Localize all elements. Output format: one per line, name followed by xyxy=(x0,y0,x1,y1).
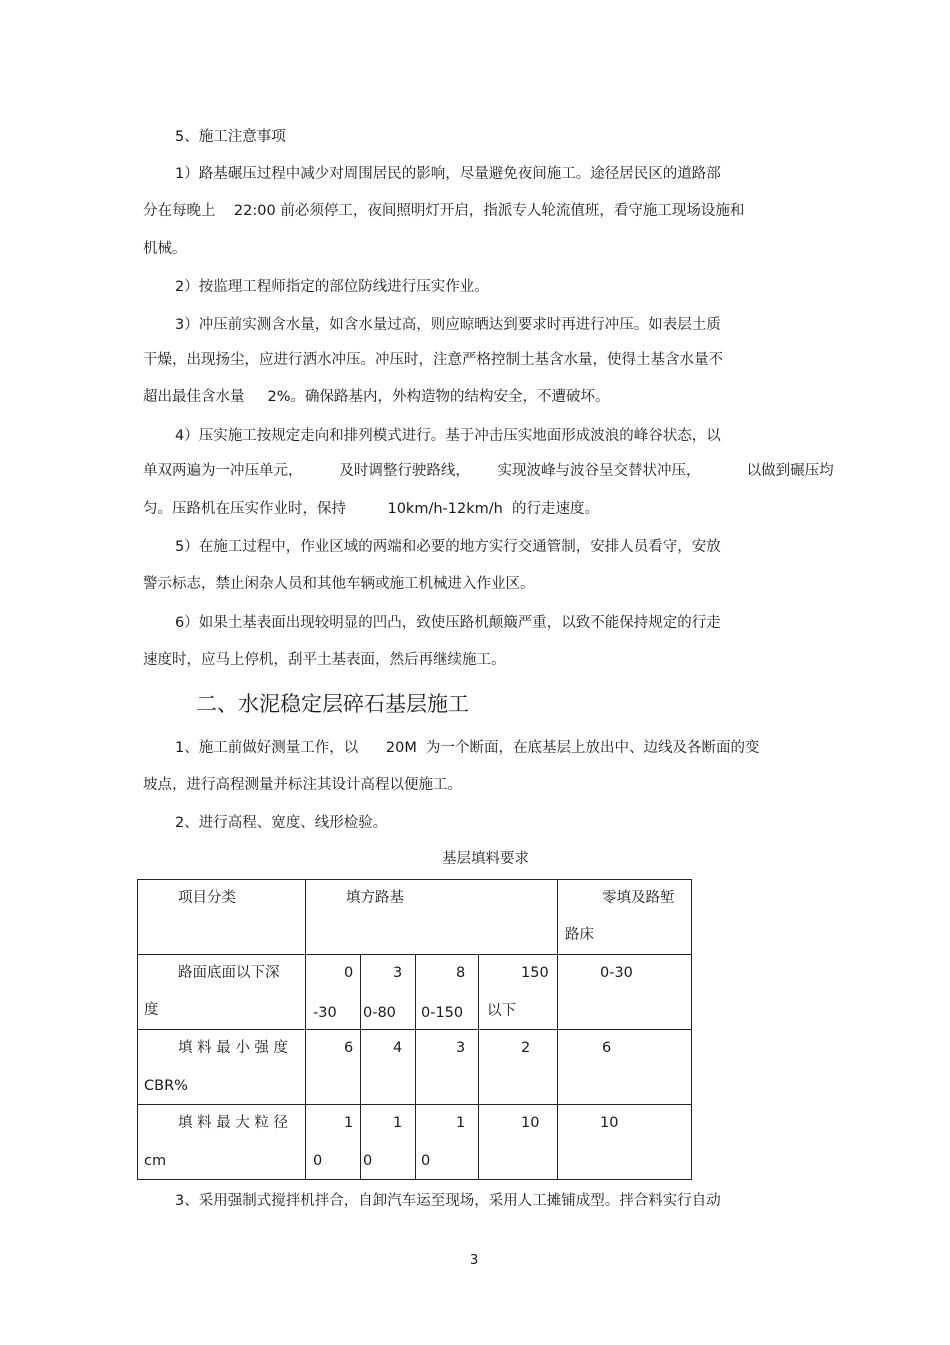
cell-value: 6 xyxy=(344,1040,354,1056)
cell-value: 10 xyxy=(600,1115,619,1131)
section-5-heading: 5、施工注意事项 xyxy=(175,129,286,145)
paragraph-line: 干燥，出现扬尘，应进行洒水冲压。冲压时，注意严格控制土基含水量，使得土基含水量不 xyxy=(143,352,723,368)
paragraph-line: 分在每晚上 22:00 前必须停工，夜间照明灯开启，指派专人轮流值班，看守施工现场设施和 xyxy=(143,203,745,219)
paragraph-line: 5）在施工过程中，作业区域的两端和必要的地方实行交通管制，安排人员看守，安放 xyxy=(175,539,721,555)
row-label: 填 料 最 小 强 度 xyxy=(178,1040,289,1056)
cell-value: 1 xyxy=(393,1115,403,1131)
table-cell xyxy=(361,955,416,1030)
table-cell xyxy=(558,955,692,1030)
cell-value: 0 xyxy=(363,1153,373,1169)
cell-value: 0-80 xyxy=(363,1005,396,1021)
paragraph-line: 速度时，应马上停机，刮平土基表面，然后再继续施工。 xyxy=(143,652,506,668)
header-roadbed: 路床 xyxy=(565,927,594,943)
table-cell xyxy=(361,1105,416,1180)
paragraph-line: 匀。压路机在压实作业时，保持 10km/h-12km/h 的行走速度。 xyxy=(143,501,600,517)
header-item-category: 项目分类 xyxy=(178,890,236,906)
cell-value: 2 xyxy=(521,1040,531,1056)
cell-value: 8 xyxy=(456,965,466,981)
table-cell xyxy=(306,1030,361,1105)
cell-value: 1 xyxy=(456,1115,466,1131)
paragraph-line: 坡点，进行高程测量并标注其设计高程以便施工。 xyxy=(143,777,462,793)
table-cell xyxy=(306,880,558,955)
table-cell xyxy=(479,1030,558,1105)
row-label: 填 料 最 大 粒 径 xyxy=(178,1115,289,1131)
paragraph-line: 4）压实施工按规定走向和排列模式进行。基于冲击压实地面形成波浪的峰谷状态，以 xyxy=(175,428,721,444)
table-row xyxy=(138,880,692,955)
cell-value: -30 xyxy=(313,1005,337,1021)
paragraph-line: 6）如果土基表面出现较明显的凹凸，致使压路机颠簸严重，以致不能保持规定的行走 xyxy=(175,615,721,631)
table-row xyxy=(138,1105,692,1180)
table-cell xyxy=(138,1105,306,1180)
table-cell xyxy=(558,1105,692,1180)
row-label: cm xyxy=(144,1153,167,1169)
cell-value: 150 xyxy=(521,965,549,981)
cell-value: 3 xyxy=(393,965,403,981)
table-cell xyxy=(306,955,361,1030)
cell-value: 0 xyxy=(344,965,354,981)
cell-value: 10 xyxy=(521,1115,540,1131)
header-zero-fill: 零填及路堑 xyxy=(602,890,675,906)
table-cell xyxy=(479,955,558,1030)
cell-value: 6 xyxy=(602,1040,612,1056)
cell-value: 以下 xyxy=(487,1003,516,1019)
cell-value: 0 xyxy=(313,1153,323,1169)
paragraph-line: 3）冲压前实测含水量，如含水量过高，则应晾晒达到要求时再进行冲压。如表层土质 xyxy=(175,317,721,333)
table-cell xyxy=(558,1030,692,1105)
header-fill-subgrade: 填方路基 xyxy=(346,890,404,906)
table-row xyxy=(138,1030,692,1105)
cell-value: 3 xyxy=(456,1040,466,1056)
table-cell xyxy=(138,955,306,1030)
section-title: 二、水泥稳定层碎石基层施工 xyxy=(196,692,469,716)
table-row xyxy=(138,955,692,1030)
table-cell xyxy=(138,880,306,955)
table-cell xyxy=(416,1030,479,1105)
paragraph-line: 1）路基碾压过程中减少对周围居民的影响，尽量避免夜间施工。途径居民区的道路部 xyxy=(175,166,721,182)
paragraph-line: 超出最佳含水量 2%。确保路基内，外构造物的结构安全，不遭破坏。 xyxy=(143,389,610,405)
paragraph-line: 2）按监理工程师指定的部位防线进行压实作业。 xyxy=(175,279,489,295)
cell-value: 0-30 xyxy=(600,965,633,981)
paragraph-line: 3、采用强制式搅拌机拌合，自卸汽车运至现场，采用人工摊铺成型。拌合料实行自动 xyxy=(175,1193,721,1209)
table-cell xyxy=(479,1105,558,1180)
row-label: 度 xyxy=(144,1002,159,1018)
table-cell xyxy=(416,1105,479,1180)
cell-value: 4 xyxy=(393,1040,403,1056)
fill-requirements-table xyxy=(137,879,692,1180)
paragraph-line: 警示标志，禁止闲杂人员和其他车辆或施工机械进入作业区。 xyxy=(143,576,535,592)
cell-value: 0-150 xyxy=(421,1005,464,1021)
table-cell xyxy=(138,1030,306,1105)
table-cell xyxy=(361,1030,416,1105)
row-label: CBR% xyxy=(144,1078,188,1094)
cell-value: 0 xyxy=(421,1153,431,1169)
table-caption: 基层填料要求 xyxy=(442,851,529,867)
table-cell xyxy=(416,955,479,1030)
table-cell xyxy=(558,880,692,955)
page-number: 3 xyxy=(470,1253,479,1268)
paragraph-line: 1、施工前做好测量工作，以 20M 为一个断面，在底基层上放出中、边线及各断面的变 xyxy=(175,740,760,756)
cell-value: 1 xyxy=(344,1115,354,1131)
row-label: 路面底面以下深 xyxy=(178,965,280,981)
paragraph-line: 2、进行高程、宽度、线形检验。 xyxy=(175,815,388,831)
table-cell xyxy=(306,1105,361,1180)
paragraph-line: 机械。 xyxy=(143,241,187,257)
paragraph-line: 单双两遍为一冲压单元， 及时调整行驶路线， 实现波峰与波谷呈交替状冲压， 以做到碾压均 xyxy=(143,463,834,479)
